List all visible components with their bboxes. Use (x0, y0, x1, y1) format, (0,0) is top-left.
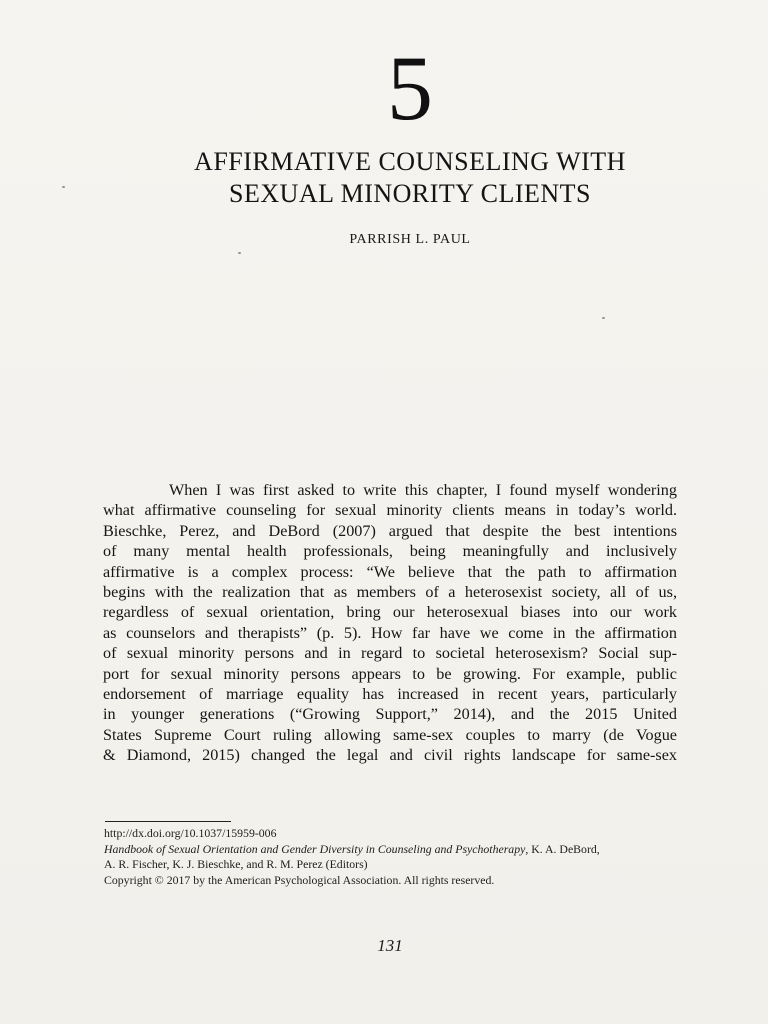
citation-line (104, 842, 664, 858)
scan-speck (602, 317, 605, 319)
body-line: of sexual minority persons and in regard to societal heterosexism? Social sup- (103, 644, 677, 663)
chapter-number: 5 (387, 37, 433, 139)
book-title: Handbook of Sexual Orientation and Gender Diversity in Counseling and Psychotherapy (104, 841, 526, 856)
body-line: begins with the realization that as members of a heterosexist society, all of us, (103, 583, 677, 602)
body-line: endorsement of marriage equality has increased in recent years, particularly (103, 685, 677, 704)
chapter-title-line-1: AFFIRMATIVE COUNSELING WITH (194, 147, 626, 176)
editors-part: , K. A. DeBord, (525, 841, 600, 856)
scan-speck (238, 252, 241, 254)
chapter-title (0, 146, 768, 210)
body-line: Bieschke, Perez, and DeBord (2007) argued that despite the best intentions (103, 521, 677, 540)
body-line: as counselors and therapists” (p. 5). How far have we come in the affirmation (103, 623, 677, 642)
doi-link: http://dx.doi.org/10.1037/15959-006 (104, 826, 277, 840)
body-line: port for sexual minority persons appears to be growing. For example, public (103, 664, 677, 683)
footnote-rule (105, 821, 231, 822)
body-line: & Diamond, 2015) changed the legal and civil rights landscape for same-sex (103, 746, 677, 765)
body-line: States Supreme Court ruling allowing same-sex couples to marry (de Vogue (103, 725, 677, 744)
copyright-line: Copyright © 2017 by the American Psychological Association. All rights reserved. (104, 872, 495, 887)
footnote (104, 826, 664, 888)
editors-line: A. R. Fischer, K. J. Bieschke, and R. M. Perez (Editors) (104, 857, 368, 872)
body-paragraph (103, 480, 677, 766)
body-line: affirmative is a complex process: “We believe that the path to affirmation (103, 562, 677, 581)
scan-speck (62, 186, 65, 188)
chapter-title-line-2: SEXUAL MINORITY CLIENTS (229, 179, 591, 208)
body-line: When I was first asked to write this chapter, I found myself wondering (169, 481, 677, 499)
author-name: PARRISH L. PAUL (349, 232, 471, 247)
body-line: what affirmative counseling for sexual minority clients means in today’s world. (103, 501, 677, 520)
body-line: of many mental health professionals, being meaningfully and inclusively (103, 542, 677, 561)
page-number: 131 (377, 936, 403, 955)
body-line: in younger generations (“Growing Support,” 2014), and the 2015 United (103, 705, 677, 724)
body-line: regardless of sexual orientation, bring our heterosexual biases into our work (103, 603, 677, 622)
